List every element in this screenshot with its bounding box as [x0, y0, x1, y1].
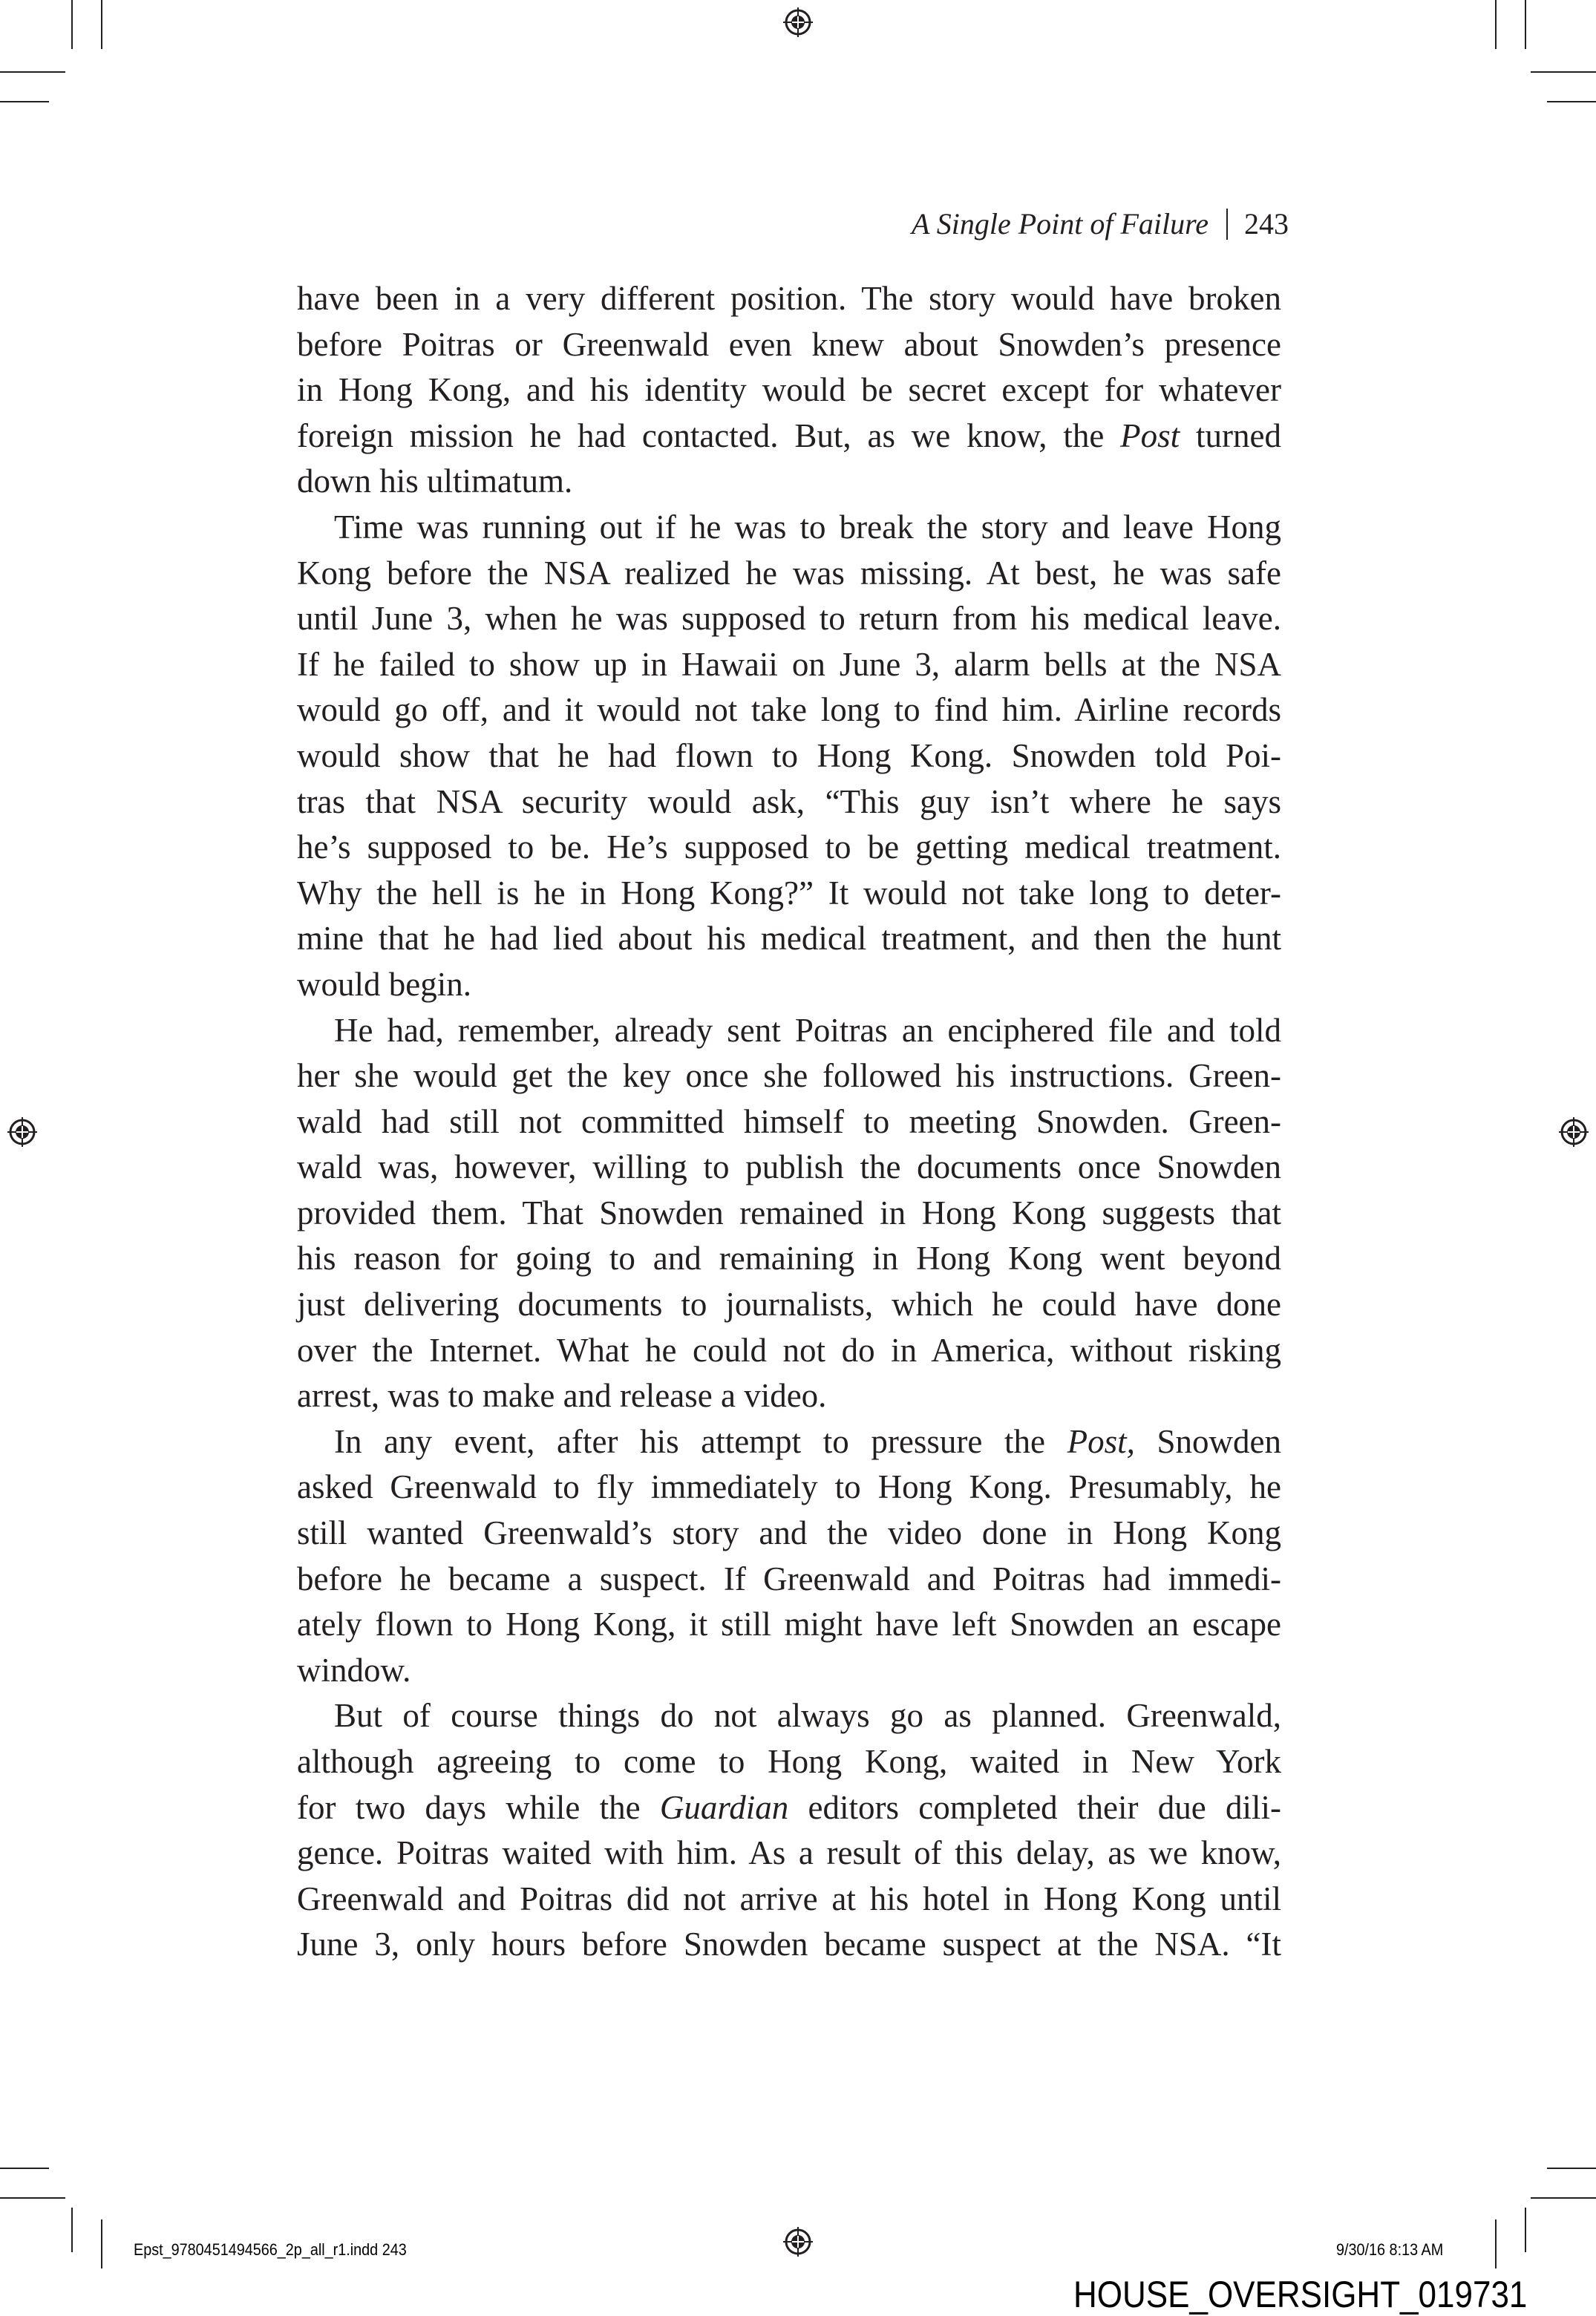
text-span: editors completed their due dili-	[788, 1788, 1281, 1826]
crop-mark	[101, 2220, 102, 2268]
text-line	[297, 1373, 1281, 1419]
text-span: Snowden	[1134, 1422, 1281, 1460]
text-line	[297, 1785, 1281, 1831]
text-span: still wanted Greenwald’s story and the video done in Hong Kong	[297, 1514, 1281, 1552]
crop-mark	[101, 0, 102, 49]
registration-mark-icon	[1559, 1117, 1589, 1147]
text-span: her she would get the key once she followed his instructions. Green-	[297, 1057, 1281, 1095]
text-span: he’s supposed to be. He’s supposed to be getting medical treatment.	[297, 828, 1281, 866]
bates-stamp: HOUSE_OVERSIGHT_019731	[1073, 2274, 1528, 2315]
text-line	[297, 1419, 1281, 1465]
text-span: tras that NSA security would ask, “This guy isn’t where he says	[297, 782, 1281, 820]
text-line	[297, 1831, 1281, 1877]
text-span: Kong before the NSA realized he was missing. At best, he was safe	[297, 554, 1281, 592]
text-line	[297, 596, 1281, 642]
text-span: until June 3, when he was supposed to return from his medical leave.	[297, 600, 1281, 638]
header-divider	[1226, 209, 1228, 240]
text-span: arrest, was to make and release a video.	[297, 1377, 827, 1415]
text-line	[297, 1511, 1281, 1557]
text-line	[297, 1236, 1281, 1282]
text-line	[297, 642, 1281, 688]
text-span: in Hong Kong, and his identity would be secret except for whatever	[297, 371, 1281, 409]
text-span: But of course things do not always go as planned. Greenwald,	[334, 1697, 1281, 1735]
text-span: If he failed to show up in Hawaii on June 3, alarm bells at the NSA	[297, 645, 1281, 683]
text-span: window.	[297, 1651, 411, 1689]
crop-mark	[1525, 2208, 1526, 2252]
text-span: He had, remember, already sent Poitras an enciphered file and told	[334, 1011, 1281, 1049]
text-span: mine that he had lied about his medical treatment, and then the hunt	[297, 920, 1281, 958]
text-line	[297, 1099, 1281, 1145]
text-span: Time was running out if he was to break the story and leave Hong	[334, 508, 1281, 546]
text-line	[297, 1465, 1281, 1511]
text-line	[297, 1648, 1281, 1694]
text-span: for two days while the	[297, 1788, 660, 1826]
text-span: would go off, and it would not take long to find him. Airline records	[297, 691, 1281, 729]
text-span: foreign mission he had contacted. But, as we know, the	[297, 416, 1121, 454]
registration-mark-icon	[783, 7, 813, 37]
text-span: would begin.	[297, 965, 471, 1003]
text-line	[297, 1693, 1281, 1739]
text-span: his reason for going to and remaining in Hong Kong went beyond	[297, 1240, 1281, 1278]
slug-file: Epst_9780451494566_2p_all_r1.indd 243	[134, 2240, 407, 2259]
page-number: 243	[1243, 207, 1289, 241]
text-line	[297, 1877, 1281, 1923]
text-span: have been in a very different position. The story would have broken	[297, 280, 1281, 317]
running-header	[912, 206, 1289, 241]
text-span: gence. Poitras waited with him. As a result of this delay, as we know,	[297, 1834, 1281, 1872]
registration-mark-icon	[783, 2227, 813, 2257]
text-line	[297, 962, 1281, 1008]
text-span: Greenwald and Poitras did not arrive at his hotel in Hong Kong until	[297, 1880, 1281, 1917]
text-span: June 3, only hours before Snowden became suspect at the NSA. “It	[297, 1926, 1281, 1963]
text-line	[297, 413, 1281, 459]
crop-mark	[1531, 2197, 1596, 2199]
chapter-title: A Single Point of Failure	[912, 207, 1209, 241]
text-line	[297, 1191, 1281, 1237]
text-line	[297, 322, 1281, 368]
crop-mark	[0, 101, 49, 102]
text-line	[297, 367, 1281, 413]
text-line	[297, 733, 1281, 779]
body-text	[297, 276, 1281, 1968]
crop-mark	[1495, 0, 1497, 49]
crop-mark	[0, 2197, 65, 2199]
crop-mark	[1547, 2168, 1596, 2169]
crop-mark	[1495, 2220, 1497, 2268]
crop-mark	[0, 2168, 49, 2169]
text-span: just delivering documents to journalists, which he could have done	[297, 1286, 1281, 1324]
text-line	[297, 1008, 1281, 1054]
text-line	[297, 1053, 1281, 1099]
text-line	[297, 1557, 1281, 1603]
crop-mark	[1525, 0, 1526, 49]
text-line	[297, 459, 1281, 505]
text-span: down his ultimatum.	[297, 462, 573, 500]
text-span: asked Greenwald to fly immediately to Hong Kong. Presumably, he	[297, 1468, 1281, 1506]
text-line	[297, 687, 1281, 733]
text-span: before Poitras or Greenwald even knew about Snowden’s presence	[297, 325, 1281, 363]
text-span: ately flown to Hong Kong, it still might have left Snowden an escape	[297, 1606, 1281, 1643]
italic-text: Post,	[1067, 1422, 1135, 1460]
text-line	[297, 1145, 1281, 1191]
crop-mark	[71, 0, 73, 49]
text-line	[297, 1602, 1281, 1648]
text-line	[297, 1739, 1281, 1785]
text-span: In any event, after his attempt to pressure the	[334, 1422, 1067, 1460]
slug-date: 9/30/16 8:13 AM	[1336, 2240, 1444, 2259]
italic-text: Post	[1120, 416, 1180, 454]
text-line	[297, 916, 1281, 962]
text-line	[297, 871, 1281, 917]
text-line	[297, 1282, 1281, 1328]
text-span: turned	[1180, 416, 1281, 454]
text-span: provided them. That Snowden remained in Hong Kong suggests that	[297, 1194, 1281, 1231]
text-line	[297, 779, 1281, 825]
text-line	[297, 1328, 1281, 1374]
text-span: wald was, however, willing to publish the documents once Snowden	[297, 1148, 1281, 1186]
text-line	[297, 825, 1281, 871]
text-line	[297, 551, 1281, 597]
text-line	[297, 505, 1281, 551]
text-span: before he became a suspect. If Greenwald and Poitras had immedi-	[297, 1560, 1281, 1597]
crop-mark	[1531, 71, 1596, 73]
text-line	[297, 1922, 1281, 1968]
text-span: wald had still not committed himself to meeting Snowden. Green-	[297, 1102, 1281, 1140]
text-span: Why the hell is he in Hong Kong?” It would not take long to deter-	[297, 874, 1281, 912]
text-span: over the Internet. What he could not do in America, without risking	[297, 1331, 1281, 1369]
text-line	[297, 276, 1281, 322]
crop-mark	[1547, 101, 1596, 102]
text-span: although agreeing to come to Hong Kong, waited in New York	[297, 1743, 1281, 1780]
crop-mark	[71, 2208, 73, 2252]
text-span: would show that he had flown to Hong Kong. Snowden told Poi-	[297, 736, 1281, 774]
italic-text: Guardian	[659, 1788, 789, 1826]
registration-mark-icon	[7, 1117, 37, 1147]
crop-mark	[0, 71, 65, 73]
